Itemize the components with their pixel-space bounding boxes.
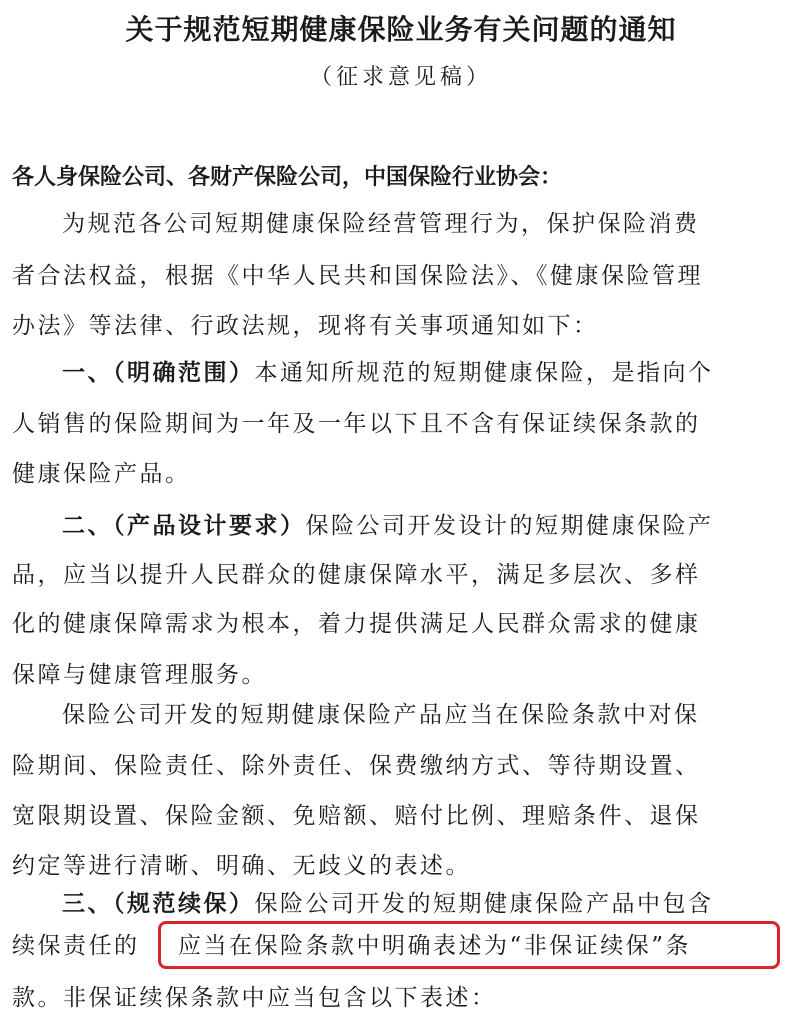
paragraph-line: 人销售的保险期间为一年及一年以下且不含有保证续保条款的 [12,411,701,437]
paragraph-line: 者合法权益，根据《中华人民共和国保险法》、《健康保险管理 [12,263,703,289]
section-2-text: 保险公司开发设计的短期健康保险产 [305,513,714,539]
paragraph-line: 款。非保证续保条款中应当包含以下表述： [12,985,497,1011]
document-subtitle: （征求意见稿） [309,65,492,90]
section-1-heading: 一、（明确范围） [62,360,255,386]
paragraph-line: 为规范各公司短期健康保险经营管理行为，保护保险消费 [62,211,700,237]
paragraph-line: 保障与健康管理服务。 [12,662,267,688]
paragraph-line: 宽限期设置、保险金额、免赔额、赔付比例、理赔条件、退保 [12,803,701,829]
section-1-text: 本通知所规范的短期健康保险，是指向个 [254,360,714,386]
section-3-line [62,884,714,924]
document-title: 关于规范短期健康保险业务有关问题的通知 [125,13,677,46]
section-3-heading: 三、（规范续保） [62,891,255,917]
paragraph-line: 健康保险产品。 [12,461,191,487]
highlighted-text: 应当在保险条款中明确表述为“非保证续保”条 [178,933,692,959]
addressee-line: 各人身保险公司、各财产保险公司，中国保险行业协会： [12,165,563,190]
paragraph-line: 品，应当以提升人民群众的健康保障水平，满足多层次、多样 [12,562,701,588]
paragraph-line: 续保责任的 [12,933,140,959]
section-1-line [62,353,714,393]
section-3-text: 保险公司开发的短期健康保险产品中包含 [254,891,714,917]
paragraph-line: 保险公司开发的短期健康保险产品应当在保险条款中对保 [62,702,700,728]
highlight-box [158,921,780,969]
paragraph-line: 约定等进行清晰、明确、无歧义的表述。 [12,853,471,879]
section-2-heading: 二、（产品设计要求） [62,513,306,539]
section-2-line [62,506,714,546]
paragraph-line: 化的健康保障需求为根本，着力提供满足人民群众需求的健康 [12,611,701,637]
paragraph-line: 险期间、保险责任、除外责任、保费缴纳方式、等待期设置、 [12,753,701,779]
paragraph-line: 办法》等法律、行政法规，现将有关事项通知如下： [12,313,599,339]
